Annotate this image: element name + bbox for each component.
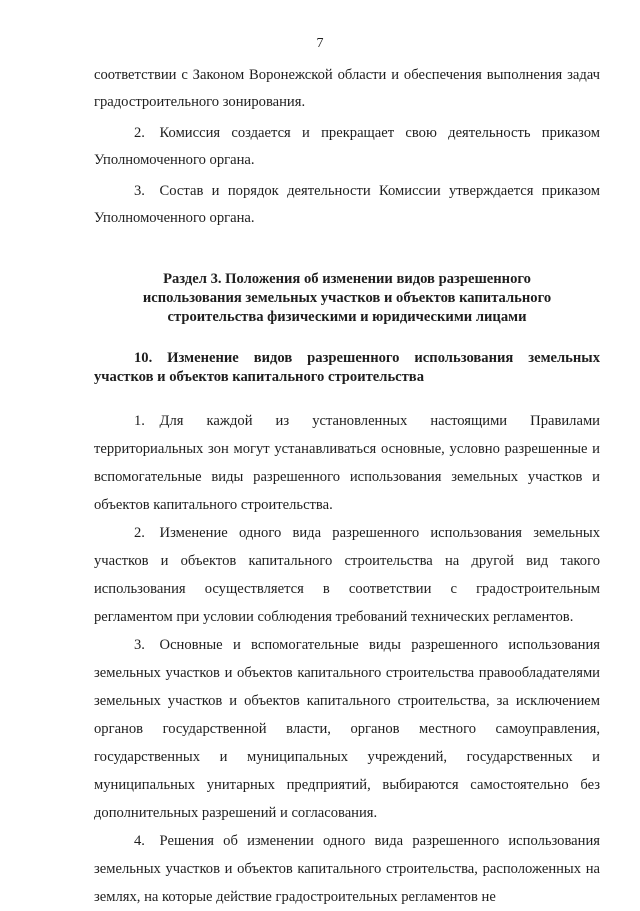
article-body xyxy=(94,407,600,911)
section-heading: Раздел 3. Положения об изменении видов разрешенного использования земельных участков и объектов капитального строительства физическими и юридическими лицами xyxy=(142,271,552,325)
continuation-paragraph: соответствии с Законом Воронежской области и обеспечения выполнения задач градостроительного зонирования. xyxy=(94,67,600,110)
article-heading: 10. Изменение видов разрешенного использования земельных участков и объектов капитального строительства xyxy=(94,350,600,385)
article-paragraph-2: 2. Изменение одного вида разрешенного использования земельных участков и объектов капитального строительства на другой вид такого использования осуществляется в соответствии с градостроительным регламентом при условии соблюдения требований технических регламентов. xyxy=(94,525,600,625)
intro-item-3: 3. Состав и порядок деятельности Комиссии утверждается приказом Уполномоченного органа. xyxy=(94,183,600,226)
page-number: 7 xyxy=(316,36,324,51)
article-paragraph-4: 4. Решения об изменении одного вида разрешенного использования земельных участков и объектов капитального строительства, расположенных на землях, на которые действие градостроительных регламентов не xyxy=(94,833,600,905)
document-body xyxy=(94,62,600,911)
article-paragraph-1: 1. Для каждой из установленных настоящими Правилами территориальных зон могут устанавливаться основные, условно разрешенные и вспомогательные виды разрешенного использования земельных участков и объектов капитального строительства. xyxy=(94,413,600,513)
article-paragraph-3: 3. Основные и вспомогательные виды разрешенного использования земельных участков и объектов капитального строительства правообладателями земельных участков и объектов капитального строительства, за исключением органов государственной власти, органов местного самоуправления, государственных и муниципальных учреждений, государственных и муниципальных унитарных предприятий, выбираются самостоятельно без дополнительных разрешений и согласования. xyxy=(94,637,600,821)
intro-item-2: 2. Комиссия создается и прекращает свою деятельность приказом Уполномоченного органа. xyxy=(94,125,600,168)
